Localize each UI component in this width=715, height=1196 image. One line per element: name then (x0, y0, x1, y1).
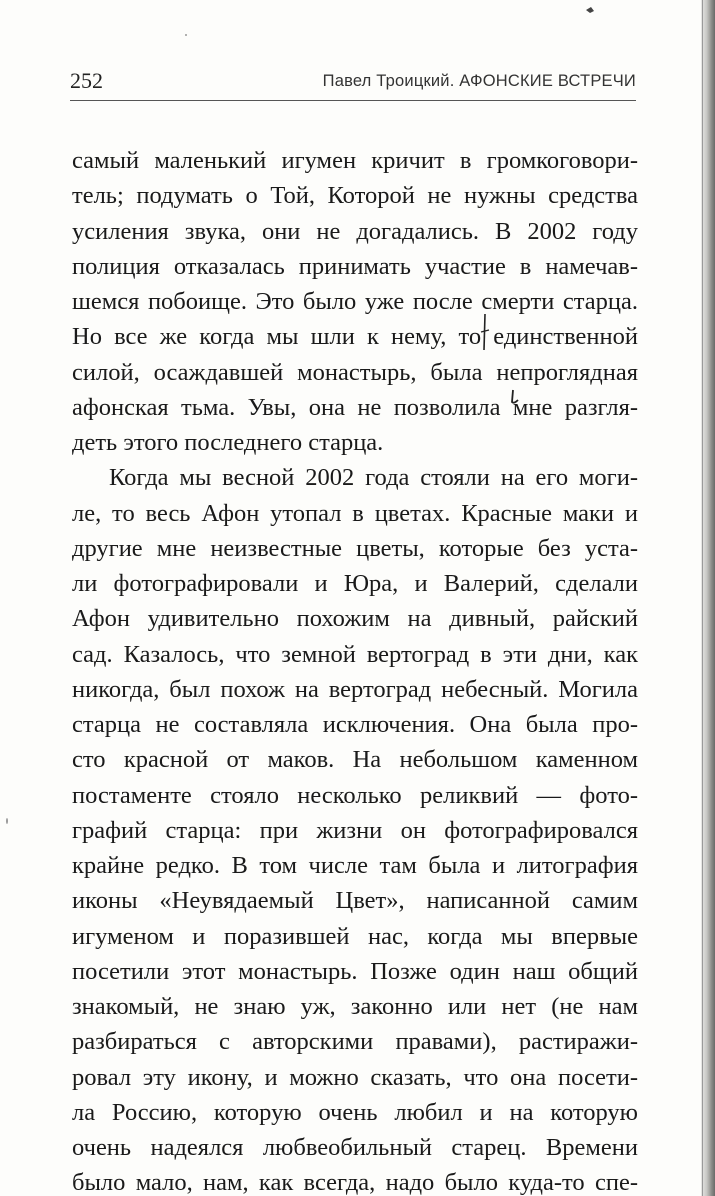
text-line: шемся побоище. Это было уже после смерти старца. (72, 288, 638, 315)
pencil-tick-icon (508, 388, 522, 406)
text-line: силой, осаждавшей монастырь, была непроглядная (72, 358, 638, 386)
text-line: разбираться с авторскими правами), растиражи- (72, 1028, 638, 1056)
text-line: крайне редко. В том числе там была и литография (72, 852, 638, 879)
text-line: игуменом и поразившей нас, когда мы впервые (72, 922, 638, 950)
text-line: ровал эту икону, и можно сказать, что она посети- (72, 1063, 638, 1091)
paragraph-2 (72, 460, 638, 1196)
corner-smudge-icon (584, 4, 598, 16)
text-line: ла Россию, которую очень любил и на которую (72, 1098, 638, 1126)
header-rule (70, 100, 636, 101)
text-line: сад. Казалось, что земной вертоград в эти дни, как (72, 640, 638, 668)
text-line: другие мне неизвестные цветы, которые без уста- (72, 534, 638, 562)
text-line: усиления звука, они не догадались. В 2002 году (72, 217, 638, 245)
scan-speck (6, 818, 8, 824)
text-line: графий старца: при жизни он фотографировался (72, 816, 638, 844)
scan-speck (185, 34, 187, 36)
text-line: было мало, нам, как всегда, надо было куда-то спе- (72, 1169, 638, 1196)
running-head: Павел Троицкий. АФОНСКИЕ ВСТРЕЧИ (322, 72, 636, 90)
text-line: полиция отказалась принимать участие в намечав- (72, 252, 638, 280)
text-line: постаменте стояло несколько реликвий — фото- (72, 781, 638, 809)
text-line: Когда мы весной 2002 года стояли на его моги- (109, 464, 638, 492)
text-line: старца не составляла исключения. Она была про- (72, 711, 638, 738)
text-line: ли фотографировали и Юра, и Валерий, сделали (72, 570, 638, 597)
text-line: Афон удивительно похожим на дивный, райский (72, 605, 638, 633)
scan-edge (701, 0, 715, 1196)
page-header (70, 62, 636, 96)
text-line: ле, то весь Афон утопал в цветах. Красные маки и (72, 499, 638, 527)
text-line: деть этого последнего старца. (72, 429, 384, 456)
body-text (72, 143, 638, 1196)
text-line: афонская тьма. Увы, она не позволила мне разгля- (72, 393, 638, 421)
text-line: знакомый, не знаю уж, законно или нет (не нам (72, 993, 638, 1020)
text-line: посетили этот монастырь. Позже один наш общий (72, 957, 638, 985)
text-line: Но все же когда мы шли к нему, то единственной (72, 323, 638, 351)
text-line: очень надеялся любвеобильный старец. Времени (72, 1134, 638, 1161)
paragraph-1 (72, 143, 638, 460)
text-line: тель; подумать о Той, Которой не нужны средства (72, 182, 638, 210)
text-line: никогда, был похож на вертоград небесный. Могила (72, 675, 638, 703)
text-line: иконы «Неувядаемый Цвет», написанной самим (72, 887, 638, 915)
text-line: самый маленький игумен кричит в громкоговори- (72, 147, 638, 174)
text-line: сто красной от маков. На небольшом каменном (72, 746, 638, 774)
pencil-mark-icon (478, 312, 492, 352)
page-number: 252 (70, 68, 103, 93)
scan-edge-line (702, 0, 703, 1196)
